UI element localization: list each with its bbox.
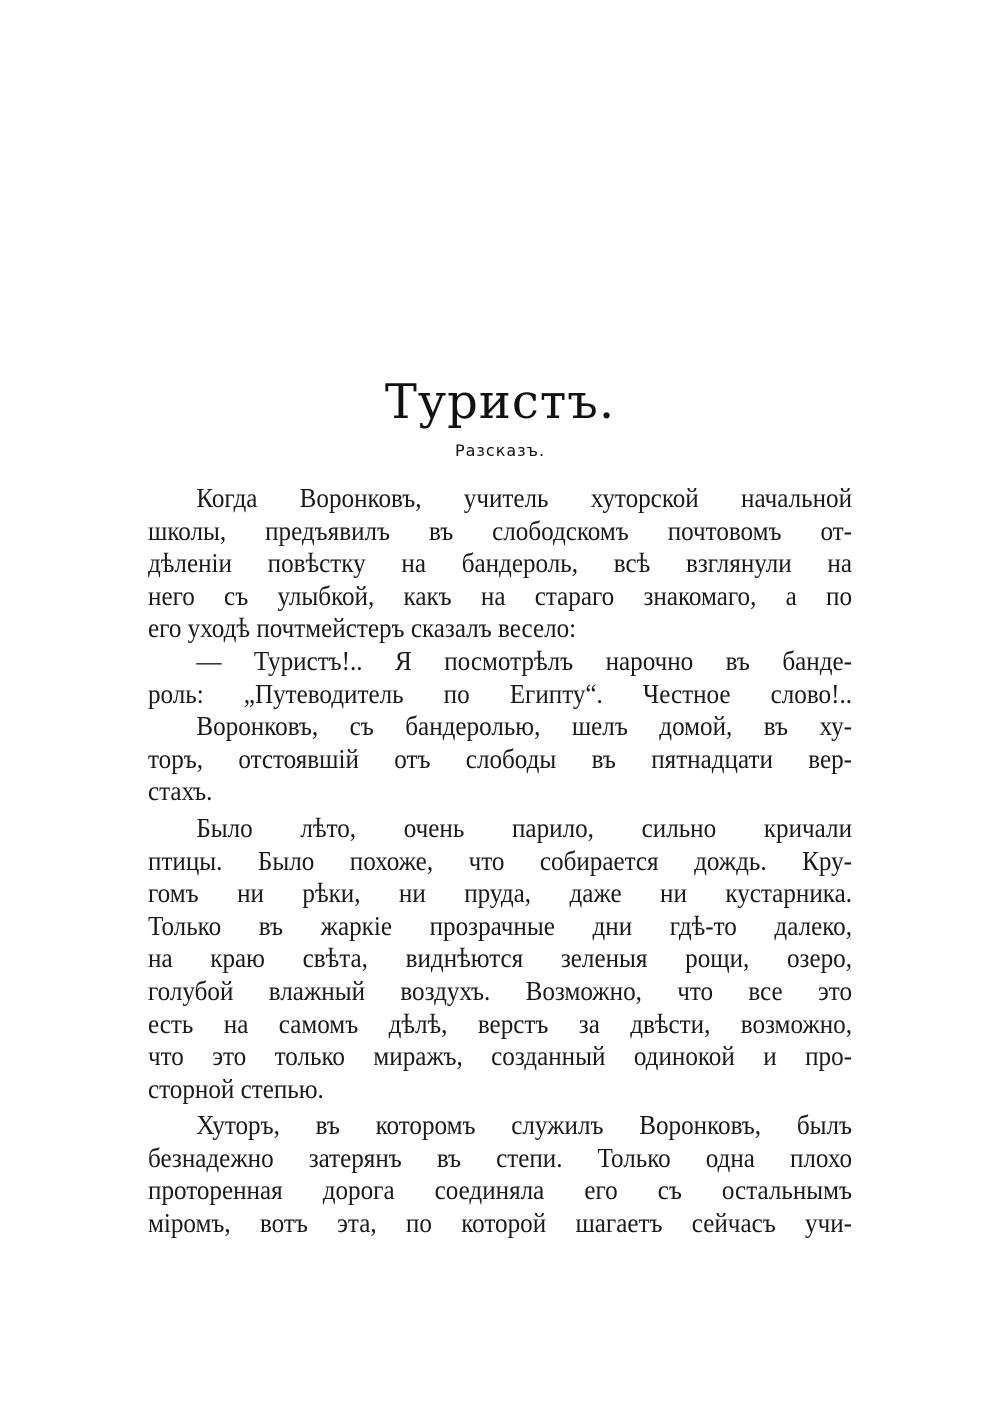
text-line: Хуторъ, въ которомъ служилъ Воронковъ, былъ (196, 1110, 853, 1141)
story-subtitle: Разсказъ. (454, 441, 546, 460)
text-line: гомъ ни рѣки, ни пруда, даже ни кустарника. (148, 878, 853, 909)
paragraph (148, 1109, 852, 1239)
text-line: Было лѣто, очень парило, сильно кричали (196, 812, 853, 843)
story-title: Туристъ. (384, 374, 616, 430)
story-body (148, 482, 852, 1240)
paragraph (148, 482, 852, 645)
text-line: проторенная дорога соединяла его съ остальнымъ (148, 1175, 853, 1206)
text-line: птицы. Было похоже, что собирается дождь. Кру- (148, 845, 853, 876)
text-line: безнадежно затерянъ въ степи. Только одна плохо (148, 1142, 853, 1173)
text-line: голубой влажный воздухъ. Возможно, что все это (148, 975, 853, 1006)
paragraph (148, 812, 852, 1105)
paragraph (148, 710, 852, 808)
text-line: на краю свѣта, виднѣются зеленыя рощи, озеро, (148, 943, 853, 974)
text-line: его уходѣ почтмейстеръ сказалъ весело: (148, 613, 577, 644)
text-line: Только въ жаркіе прозрачные дни гдѣ-то далеко, (148, 910, 853, 941)
text-line: роль: „Путеводитель по Египту“. Честное слово!.. (148, 678, 853, 709)
text-line: стахъ. (148, 776, 213, 807)
text-line: міромъ, вотъ эта, по которой шагаетъ сейчасъ учи- (148, 1208, 853, 1239)
text-line: Когда Воронковъ, учитель хуторской начальной (196, 483, 853, 513)
text-line: есть на самомъ дѣлѣ, верстъ за двѣсти, возможно, (148, 1008, 853, 1039)
text-line: сторной степью. (148, 1073, 324, 1104)
text-line: Воронковъ, съ бандеролью, шелъ домой, въ ху- (196, 711, 853, 742)
text-line: — Туристъ!.. Я посмотрѣлъ нарочно въ банде- (196, 645, 853, 676)
text-line: дѣленіи повѣстку на бандероль, всѣ взглянули на (148, 548, 853, 579)
text-line: школы, предъявилъ въ слободскомъ почтовомъ от- (148, 515, 853, 546)
text-line: него съ улыбкой, какъ на стараго знакомаго, а по (148, 580, 853, 611)
text-line: торъ, отстоявшій отъ слободы въ пятнадцати вер- (148, 743, 853, 774)
text-line: что это только миражъ, созданный одинокой и про- (148, 1041, 853, 1072)
paragraph (148, 645, 852, 710)
